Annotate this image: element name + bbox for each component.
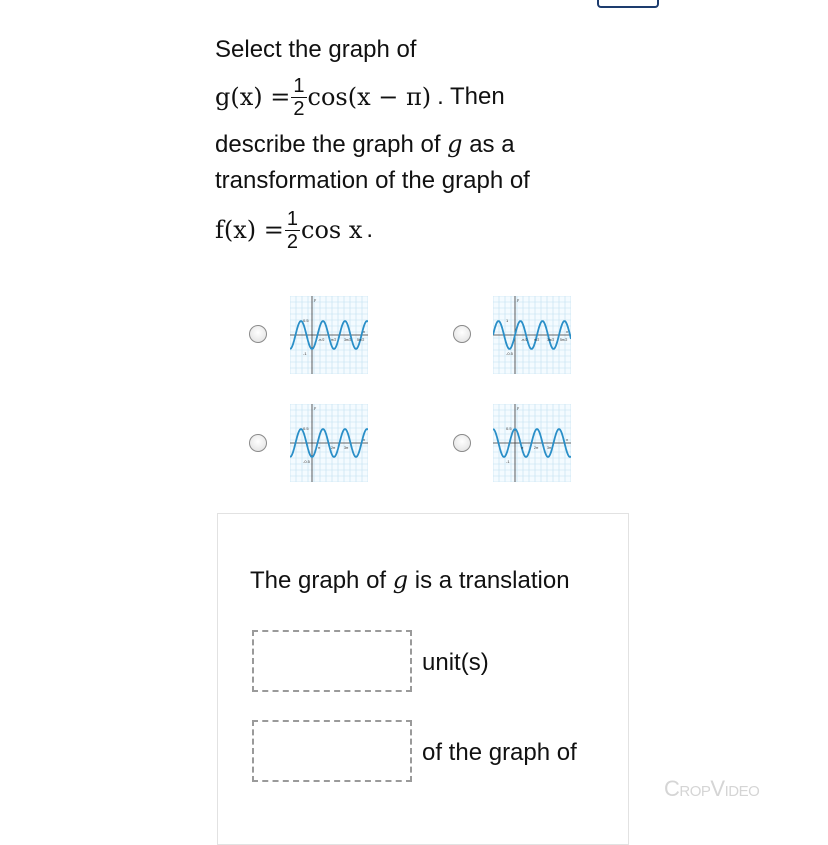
answer-text-b: is a translation [408,567,570,594]
y-tick-top: 1 [506,318,509,323]
x-tick-label: π/2 [331,338,337,342]
y-tick-top: 0.5 [506,426,512,431]
line3-text-b: as a [462,131,515,158]
x-tick-label: 2π [331,446,336,450]
option-b-radio[interactable] [453,325,471,343]
question-line-1: Select the graph of [215,36,417,63]
x-tick-label: 3π/2 [547,338,555,342]
y-tick-bottom: -1 [303,351,307,356]
x-tick-label: π [318,446,321,450]
x-axis-label: x [363,329,365,334]
x-tick-label: π/2 [534,338,540,342]
y-axis-label: y [517,297,519,302]
x-tick-label: 3π [344,446,349,450]
g-equation-line [215,68,635,126]
x-tick-label: 3π [547,446,552,450]
y-tick-bottom: -0.5 [506,351,513,356]
x-tick-label: -π/2 [521,338,528,342]
option-d-graph[interactable] [493,404,571,482]
option-c-radio[interactable] [249,434,267,452]
direction-input[interactable] [252,720,412,782]
g-rhs: cos(x − π) [307,83,432,111]
f-rhs: cos x [301,216,363,244]
f-equation-line [215,201,635,259]
y-tick-bottom: -0.5 [303,459,310,464]
then-text: . Then [437,83,505,110]
g-frac-denominator: 2 [293,97,305,120]
x-axis-label: x [363,437,365,442]
answer-var: g [392,566,409,594]
x-tick-label: 5π/2 [357,338,365,342]
x-tick-label: 5π/2 [560,338,568,342]
x-tick-label: -π/2 [318,338,325,342]
question-line-3 [215,126,635,163]
f-frac-denominator: 2 [286,230,299,253]
line3-text-a: describe the graph of [215,131,448,158]
option-c-graph[interactable] [290,404,368,482]
top-tab-button[interactable] [597,0,659,8]
x-axis-label: x [566,437,568,442]
f-fraction [285,209,300,252]
option-d-radio[interactable] [453,434,471,452]
y-axis-label: y [314,405,316,410]
f-end: . [366,216,374,243]
answer-text-a: The graph of [250,567,393,594]
question-line-4: transformation of the graph of [215,167,530,194]
option-a-graph[interactable] [290,296,368,374]
of-graph-label: of the graph of [422,739,577,766]
y-axis-label: y [517,405,519,410]
line3-var: g [447,130,463,158]
g-fraction [291,76,306,119]
units-input[interactable] [252,630,412,692]
watermark-logo: CropVideo [664,776,760,801]
y-tick-top: 0.5 [303,426,309,431]
option-b-graph[interactable] [493,296,571,374]
option-a-radio[interactable] [249,325,267,343]
y-tick-bottom: -1 [506,459,510,464]
units-label: unit(s) [422,649,489,676]
answer-sentence [250,566,570,595]
g-frac-numerator: 1 [293,74,305,97]
f-frac-numerator: 1 [286,207,299,230]
y-axis-label: y [314,297,316,302]
y-tick-top: 0.5 [303,318,309,323]
f-lhs: f(x) = [215,216,284,244]
x-tick-label: 2π [534,446,539,450]
x-axis-label: x [566,329,568,334]
g-lhs: g(x) = [215,83,291,111]
x-tick-label: π [521,446,524,450]
x-tick-label: 3π/2 [344,338,352,342]
question-prompt [215,32,635,259]
